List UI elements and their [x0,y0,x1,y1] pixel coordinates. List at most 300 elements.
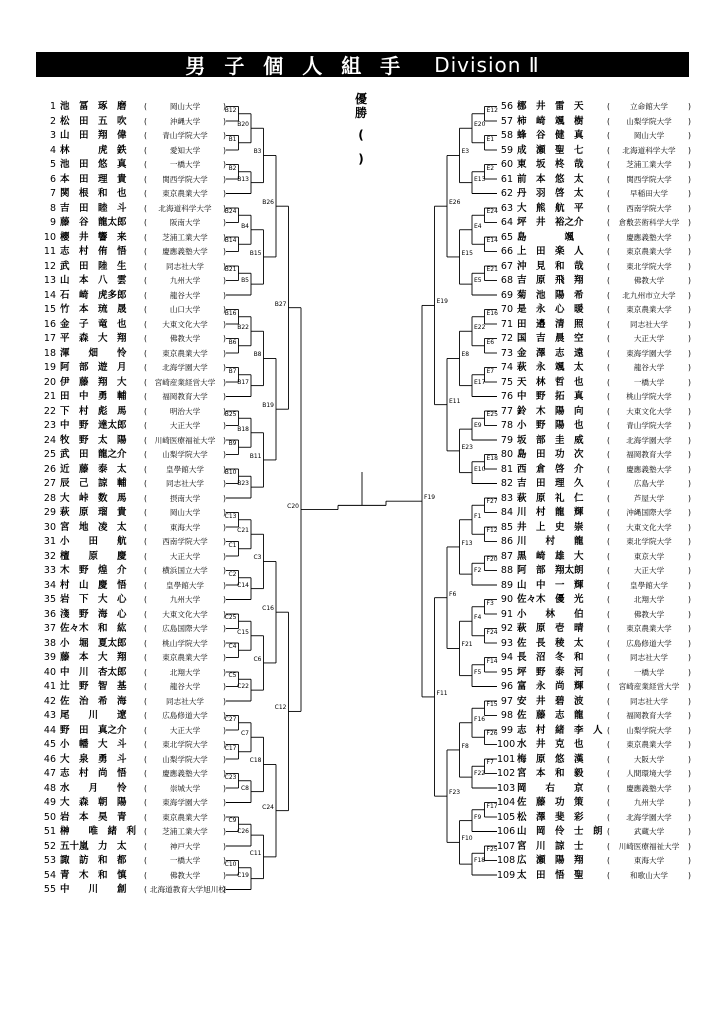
entrant-university: ( 東京農業大学 ) [150,811,220,824]
match-label: E17 [474,378,486,386]
entrant-name: 佐 藤 功 策 [517,797,584,808]
entrant-university: ( 慶應義塾大学 ) [613,782,685,795]
entrant-university: ( 大東文化大学 ) [150,608,220,621]
seed-number: 82 [500,478,513,489]
entrant-name: 佐 長 稜 太 [517,637,584,649]
entrant-university: ( 西南学院大学 ) [613,202,685,215]
match-label: C23 [224,773,237,781]
entrant-university: ( 崇城大学 ) [150,782,220,795]
entrant-name: 中 川 杏太郎 [60,666,127,678]
match-label: B7 [228,367,237,375]
seed-number: 89 [500,579,513,591]
entrant-university: ( 青山学院大学 ) [613,419,685,432]
entrant-name: 伊 藤 翔 大 [60,376,127,388]
seed-number: 93 [500,637,513,649]
entrant-university: ( 武蔵大学 ) [613,825,685,838]
seed-number: 40 [43,666,56,678]
entrant-name: 天 林 哲 也 [517,376,584,388]
seed-number: 49 [43,797,56,808]
entrant-name: 中 野 達太郎 [60,420,127,431]
entrant-name: 近 藤 泰 太 [60,463,127,475]
entrant-name: 梅 原 悠 漢 [517,753,584,765]
entrant-university: ( 広島修道大学 ) [150,709,220,722]
entrant-name: 榊 唯 緒 利 [60,826,137,837]
seed-number: 10 [43,231,56,243]
entrant-name: 川 村 龍 [517,536,584,547]
entrant-name: 吉 田 睦 斗 [60,202,127,214]
entrant-university: ( 和歌山大学 ) [613,869,685,882]
entrant-university: ( 一橋大学 ) [150,854,220,867]
seed-number: 78 [500,420,513,431]
entrant-university: ( 北翔大学 ) [150,666,220,679]
entrant-university: ( 北海学園大学 ) [613,434,685,447]
match-label: F27 [486,498,498,506]
entrant-university: ( 山梨学院大学 ) [150,753,220,766]
match-label: C22 [237,683,249,691]
entrant-university: ( 岡山大学 ) [150,100,220,113]
entrant-name: 志 村 緒 李 人 [517,724,603,736]
match-label: E3 [461,148,470,156]
division-label: Division Ⅱ [434,52,540,77]
seed-number: 65 [500,231,513,243]
match-label: E4 [474,222,482,230]
match-label: C27 [224,715,237,723]
entrant-name: 武 田 龍之介 [60,449,127,460]
seed-number: 6 [49,173,56,185]
seed-number: 31 [43,536,56,547]
match-label: B27 [274,300,287,308]
entrant-name: 関 根 和 也 [60,188,127,199]
seed-number: 53 [43,855,56,866]
entrant-name: 井 上 史 崇 [517,521,584,533]
seed-number: 106 [497,826,516,837]
entrant-name: 萩 原 瑠 貴 [60,507,127,518]
seed-number: 109 [497,869,516,881]
entrant-name: 金 子 竜 也 [60,318,127,330]
entrant-university: ( 九州大学 ) [150,274,220,287]
entrant-university: ( 大阪大学 ) [613,753,685,766]
match-label: E26 [449,199,461,207]
entrant-university: ( 東北学院大学 ) [613,260,685,273]
entrant-name: 小 野 陽 也 [517,420,584,431]
match-label: F26 [486,730,498,738]
match-label: E16 [486,309,498,317]
entrant-name: 水 井 克 也 [517,739,584,750]
match-label: C24 [262,803,274,811]
seed-number: 88 [500,565,513,576]
seed-number: 15 [43,304,56,315]
seed-number: 12 [43,260,56,272]
entrant-university: ( 北九州市立大学 ) [613,289,685,302]
match-label: B9 [228,440,237,448]
match-label: F3 [486,599,494,607]
entrant-university: ( 同志社大学 ) [613,318,685,331]
entrant-name: 松 澤 斐 彩 [517,811,584,823]
seed-number: 20 [43,376,56,388]
match-label: F24 [486,628,498,636]
match-label: E23 [461,443,473,451]
seed-number: 22 [43,405,56,417]
entrant-name: 中 野 拓 真 [517,391,584,402]
entrant-name: 池 田 悠 真 [60,159,127,170]
entrant-name: 丹 羽 啓 太 [517,188,584,199]
entrant-university: ( 摂南大学 ) [150,492,220,505]
seed-number: 48 [43,782,56,794]
seed-number: 36 [43,608,56,620]
entrant-name: 宮 地 凌 太 [60,521,127,533]
seed-number: 104 [497,797,516,808]
entrant-university: ( 川崎医療福祉大学 ) [613,840,685,853]
match-label: B24 [224,208,237,216]
entrant-name: 下 村 彪 馬 [60,405,127,417]
seed-number: 28 [43,492,56,504]
match-label: E25 [486,411,498,419]
entrant-university: ( 愛知大学 ) [150,144,220,157]
entrant-university: ( 岡山大学 ) [613,129,685,142]
entrant-name: 宮 本 和 毅 [517,768,584,779]
seed-number: 61 [500,173,513,185]
entrant-university: ( 東京農業大学 ) [613,738,685,751]
entrant-name: 佐 治 希 海 [60,695,127,707]
entrant-university: ( 沖縄大学 ) [150,115,220,128]
seed-number: 26 [43,463,56,475]
match-label: E12 [486,106,498,114]
seed-number: 5 [49,159,56,170]
seed-number: 38 [43,637,56,649]
entrant-name: 檀 原 慶 [60,550,127,562]
entrant-university: ( 人間環境大学 ) [613,767,685,780]
entrant-university: ( 北翔大学 ) [613,593,685,606]
page-title: 男 子 個 人 組 手 [185,54,407,78]
match-label: C19 [237,871,249,879]
seed-number: 60 [500,159,513,170]
match-label: B18 [237,425,249,433]
match-label: C9 [228,817,237,825]
entrant-university: ( 桃山学院大学 ) [613,390,685,403]
entrant-name: 小 田 航 [60,536,127,547]
entrant-name: 東 坂 柊 哉 [517,159,584,170]
entrant-name: 岩 下 大 心 [60,594,127,605]
match-label: B1 [228,135,237,143]
seed-number: 73 [500,347,513,359]
seed-number: 77 [500,405,513,417]
entrant-name: 広 瀬 陽 翔 [517,855,584,866]
match-label: C15 [237,628,249,636]
seed-number: 80 [500,449,513,460]
entrant-university: ( 一橋大学 ) [150,158,220,171]
entrant-name: 小 堀 夏太郎 [60,637,127,649]
match-label: B25 [224,411,237,419]
seed-number: 24 [43,434,56,446]
match-label: E20 [474,121,486,129]
entrant-name: 牧 野 太 陽 [60,434,127,446]
match-label: B6 [228,338,237,346]
match-label: F4 [474,614,482,622]
match-label: F17 [486,802,498,810]
match-label: F12 [486,527,498,535]
entrant-name: 本 田 理 貴 [60,173,127,185]
match-label: B4 [241,222,249,230]
entrant-university: ( 慶應義塾大学 ) [150,767,220,780]
entrant-name: 国 吉 晨 空 [517,333,584,344]
seed-number: 44 [43,724,56,736]
entrant-name: 坪 野 泰 河 [517,666,584,678]
seed-number: 17 [43,333,56,344]
match-label: F19 [424,494,436,502]
seed-number: 16 [43,318,56,330]
entrant-name: 山 本 八 雲 [60,275,127,286]
match-label: E9 [474,422,482,430]
entrant-name: 山 田 翔 偉 [60,130,127,141]
seed-number: 74 [500,362,513,373]
champion-paren-close: ) [358,152,364,166]
seed-number: 45 [43,739,56,750]
seed-number: 1 [49,101,56,112]
entrant-name: 大 峠 数 馬 [60,492,127,504]
entrant-name: 中 川 創 [60,884,127,895]
seed-number: 18 [43,347,56,359]
entrant-university: ( 大正大学 ) [613,564,685,577]
seed-number: 95 [500,666,513,678]
entrant-name: 是 永 心 暖 [517,304,584,315]
match-label: B21 [224,266,237,274]
match-label: F8 [461,742,469,750]
match-label: E15 [461,249,473,257]
match-label: B14 [224,237,237,245]
entrant-name: 成 瀬 聖 七 [517,144,584,156]
seed-number: 75 [500,376,513,388]
entrant-name: 西 倉 啓 介 [517,463,584,475]
entrant-name: 萩 原 礼 仁 [517,492,584,504]
seed-number: 72 [500,333,513,344]
seed-number: 97 [500,695,513,707]
match-label: C11 [249,849,262,857]
entrant-university: ( 同志社大学 ) [613,651,685,664]
entrant-name: 武 田 陸 生 [60,260,127,272]
entrant-university: ( 龍谷大学 ) [150,680,220,693]
match-label: B15 [249,249,262,257]
entrant-university: ( 沖縄国際大学 ) [613,506,685,519]
seed-number: 46 [43,753,56,765]
match-label: C2 [228,570,237,578]
seed-number: 23 [43,420,56,431]
match-label: C4 [228,643,237,651]
entrant-university: ( 芝浦工業大学 ) [613,158,685,171]
seed-number: 42 [43,695,56,707]
match-label: E1 [486,135,495,143]
entrant-name: 山 岡 伶 士 朗 [517,826,603,837]
entrant-university: ( 東北学院大学 ) [613,535,685,548]
entrant-university: ( 佛教大学 ) [613,274,685,287]
entrant-university: ( 青山学院大学 ) [150,129,220,142]
entrant-university: ( 東海大学 ) [150,521,220,534]
match-label: E8 [461,351,470,359]
seed-number: 86 [500,536,513,547]
entrant-university: ( 東海学園大学 ) [613,347,685,360]
match-label: F10 [461,835,473,843]
entrant-university: ( 関西学院大学 ) [613,173,685,186]
seed-number: 57 [500,115,513,127]
match-label: C26 [237,828,249,836]
entrant-university: ( 北海道科学大学 ) [613,144,685,157]
seed-number: 85 [500,521,513,533]
entrant-name: 太 田 悟 聖 [517,869,584,881]
match-label: E21 [486,266,498,274]
seed-number: 54 [43,869,56,881]
seed-number: 29 [43,507,56,518]
entrant-university: ( 山梨学院大学 ) [613,724,685,737]
match-label: F14 [486,657,498,665]
entrant-name: 渾 畑 怜 [60,347,127,359]
entrant-university: ( 龍谷大学 ) [150,289,220,302]
match-label: F15 [486,701,498,709]
entrant-university: ( 皇學館大学 ) [150,579,220,592]
match-label: E13 [474,175,486,183]
seed-number: 107 [497,840,516,852]
entrant-name: 鈴 木 陽 向 [517,405,584,417]
entrant-name: 宮 川 諒 士 [517,840,584,852]
seed-number: 50 [43,811,56,823]
match-label: E24 [486,208,498,216]
match-label: F1 [474,512,482,520]
match-label: B19 [262,402,274,410]
seed-number: 34 [43,579,56,591]
entrant-university: ( 倉敷芸術科学大学 ) [613,216,685,229]
match-label: C25 [224,614,237,622]
entrant-name: 藤 谷 龍太郎 [60,217,127,228]
entrant-name: 大 森 朝 陽 [60,797,127,808]
entrant-university: ( 東京農業大学 ) [613,245,685,258]
match-label: C10 [224,860,237,868]
seed-number: 99 [500,724,513,736]
match-label: B22 [237,324,249,332]
entrant-university: ( 慶應義塾大学 ) [150,245,220,258]
entrant-university: ( 広島国際大学 ) [150,622,220,635]
entrant-name: 富 永 尚 輝 [517,681,584,692]
entrant-university: ( 慶應義塾大学 ) [613,463,685,476]
entrant-name: 石 崎 虎多郎 [60,289,127,301]
entrant-name: 前 本 悠 太 [517,173,584,185]
seed-number: 7 [49,188,56,199]
entrant-name: 黒 崎 雄 大 [517,550,584,562]
match-label: F6 [449,590,457,598]
entrant-university: ( 九州大学 ) [150,593,220,606]
entrant-university: ( 山梨学院大学 ) [150,448,220,461]
match-label: E22 [474,324,486,332]
entrant-university: ( 一橋大学 ) [613,666,685,679]
match-label: C14 [237,581,249,589]
seed-number: 2 [49,115,56,127]
entrant-university: ( 東北学院大学 ) [150,738,220,751]
entrant-name: 志 村 侑 悟 [60,246,127,257]
match-label: F21 [461,641,473,649]
entrant-name: 菊 池 陽 希 [517,289,584,301]
match-label: F23 [449,789,461,797]
entrant-name: 蜂 谷 健 真 [517,130,584,141]
entrant-university: ( 大正大学 ) [150,724,220,737]
entrant-name: 阿 部 遊 月 [60,362,127,373]
entrant-university: ( 佛教大学 ) [613,608,685,621]
entrant-university: ( 芦屋大学 ) [613,492,685,505]
seed-number: 69 [500,289,513,301]
seed-number: 58 [500,130,513,141]
entrant-university: ( 北海学園大学 ) [150,361,220,374]
entrant-name: 志 村 尚 悟 [60,768,127,779]
seed-number: 35 [43,594,56,605]
seed-number: 68 [500,275,513,286]
match-label: C1 [228,541,237,549]
entrant-university: ( 同志社大学 ) [150,260,220,273]
seed-number: 66 [500,246,513,257]
match-label: F22 [474,770,486,778]
entrant-name: 辰 己 諒 輔 [60,478,127,489]
seed-number: 56 [500,101,513,112]
match-label: B10 [224,469,237,477]
entrant-university: ( 横浜国立大学 ) [150,564,220,577]
entrant-name: 佐々木 優 光 [517,594,584,605]
match-label: F11 [436,689,448,697]
entrant-name: 佐々木 和 紘 [60,623,127,634]
entrant-university: ( 同志社大学 ) [613,695,685,708]
entrant-university: ( 芝浦工業大学 ) [150,231,220,244]
entrant-name: 諏 訪 和 都 [60,855,127,866]
match-label: C8 [240,784,249,792]
entrant-name: 辻 野 智 基 [60,681,127,692]
match-label: F25 [486,846,498,854]
match-label: C13 [224,512,237,520]
seed-number: 94 [500,652,513,663]
match-label: B12 [224,106,237,114]
match-label: F2 [474,567,482,575]
entrant-university: ( 立命館大学 ) [613,100,685,113]
seed-number: 21 [43,391,56,402]
match-label: E6 [486,338,495,346]
entrant-university: ( 神戸大学 ) [150,840,220,853]
entrant-name: 小 林 伯 [517,608,584,620]
entrant-name: 田 中 勇 輔 [60,391,127,402]
match-label: B16 [224,309,237,317]
entrant-name: 林 虎 鉄 [60,144,127,156]
seed-number: 27 [43,478,56,489]
entrant-name: 野 田 真之介 [60,724,127,736]
seed-number: 33 [43,565,56,576]
entrant-university: ( 皇學館大学 ) [150,463,220,476]
entrant-university: ( 明治大学 ) [150,405,220,418]
match-label: E19 [436,298,448,306]
seed-number: 55 [43,884,56,895]
entrant-name: 梛 井 雷 天 [517,101,584,112]
match-label: F18 [474,857,486,865]
entrant-university: ( 福岡教育大学 ) [150,390,220,403]
match-label: C7 [240,730,249,738]
match-label: F7 [486,759,494,767]
match-label: B26 [262,199,274,207]
entrant-name: 木 野 煌 介 [60,565,127,576]
entrant-university: ( 阪南大学 ) [150,216,220,229]
entrant-name: 島 颯 [517,231,575,243]
seed-number: 96 [500,681,513,692]
entrant-name: 青 木 和 慎 [60,869,127,881]
match-label: F5 [474,668,482,676]
seed-number: 41 [43,681,56,692]
entrant-name: 安 井 碧 波 [517,695,584,707]
match-label: F20 [486,556,498,564]
match-label: B8 [253,351,262,359]
entrant-name: 竹 本 琉 晟 [60,304,127,315]
match-label: E5 [474,277,482,285]
match-label: C16 [262,605,274,613]
entrant-university: ( 大東文化大学 ) [613,405,685,418]
